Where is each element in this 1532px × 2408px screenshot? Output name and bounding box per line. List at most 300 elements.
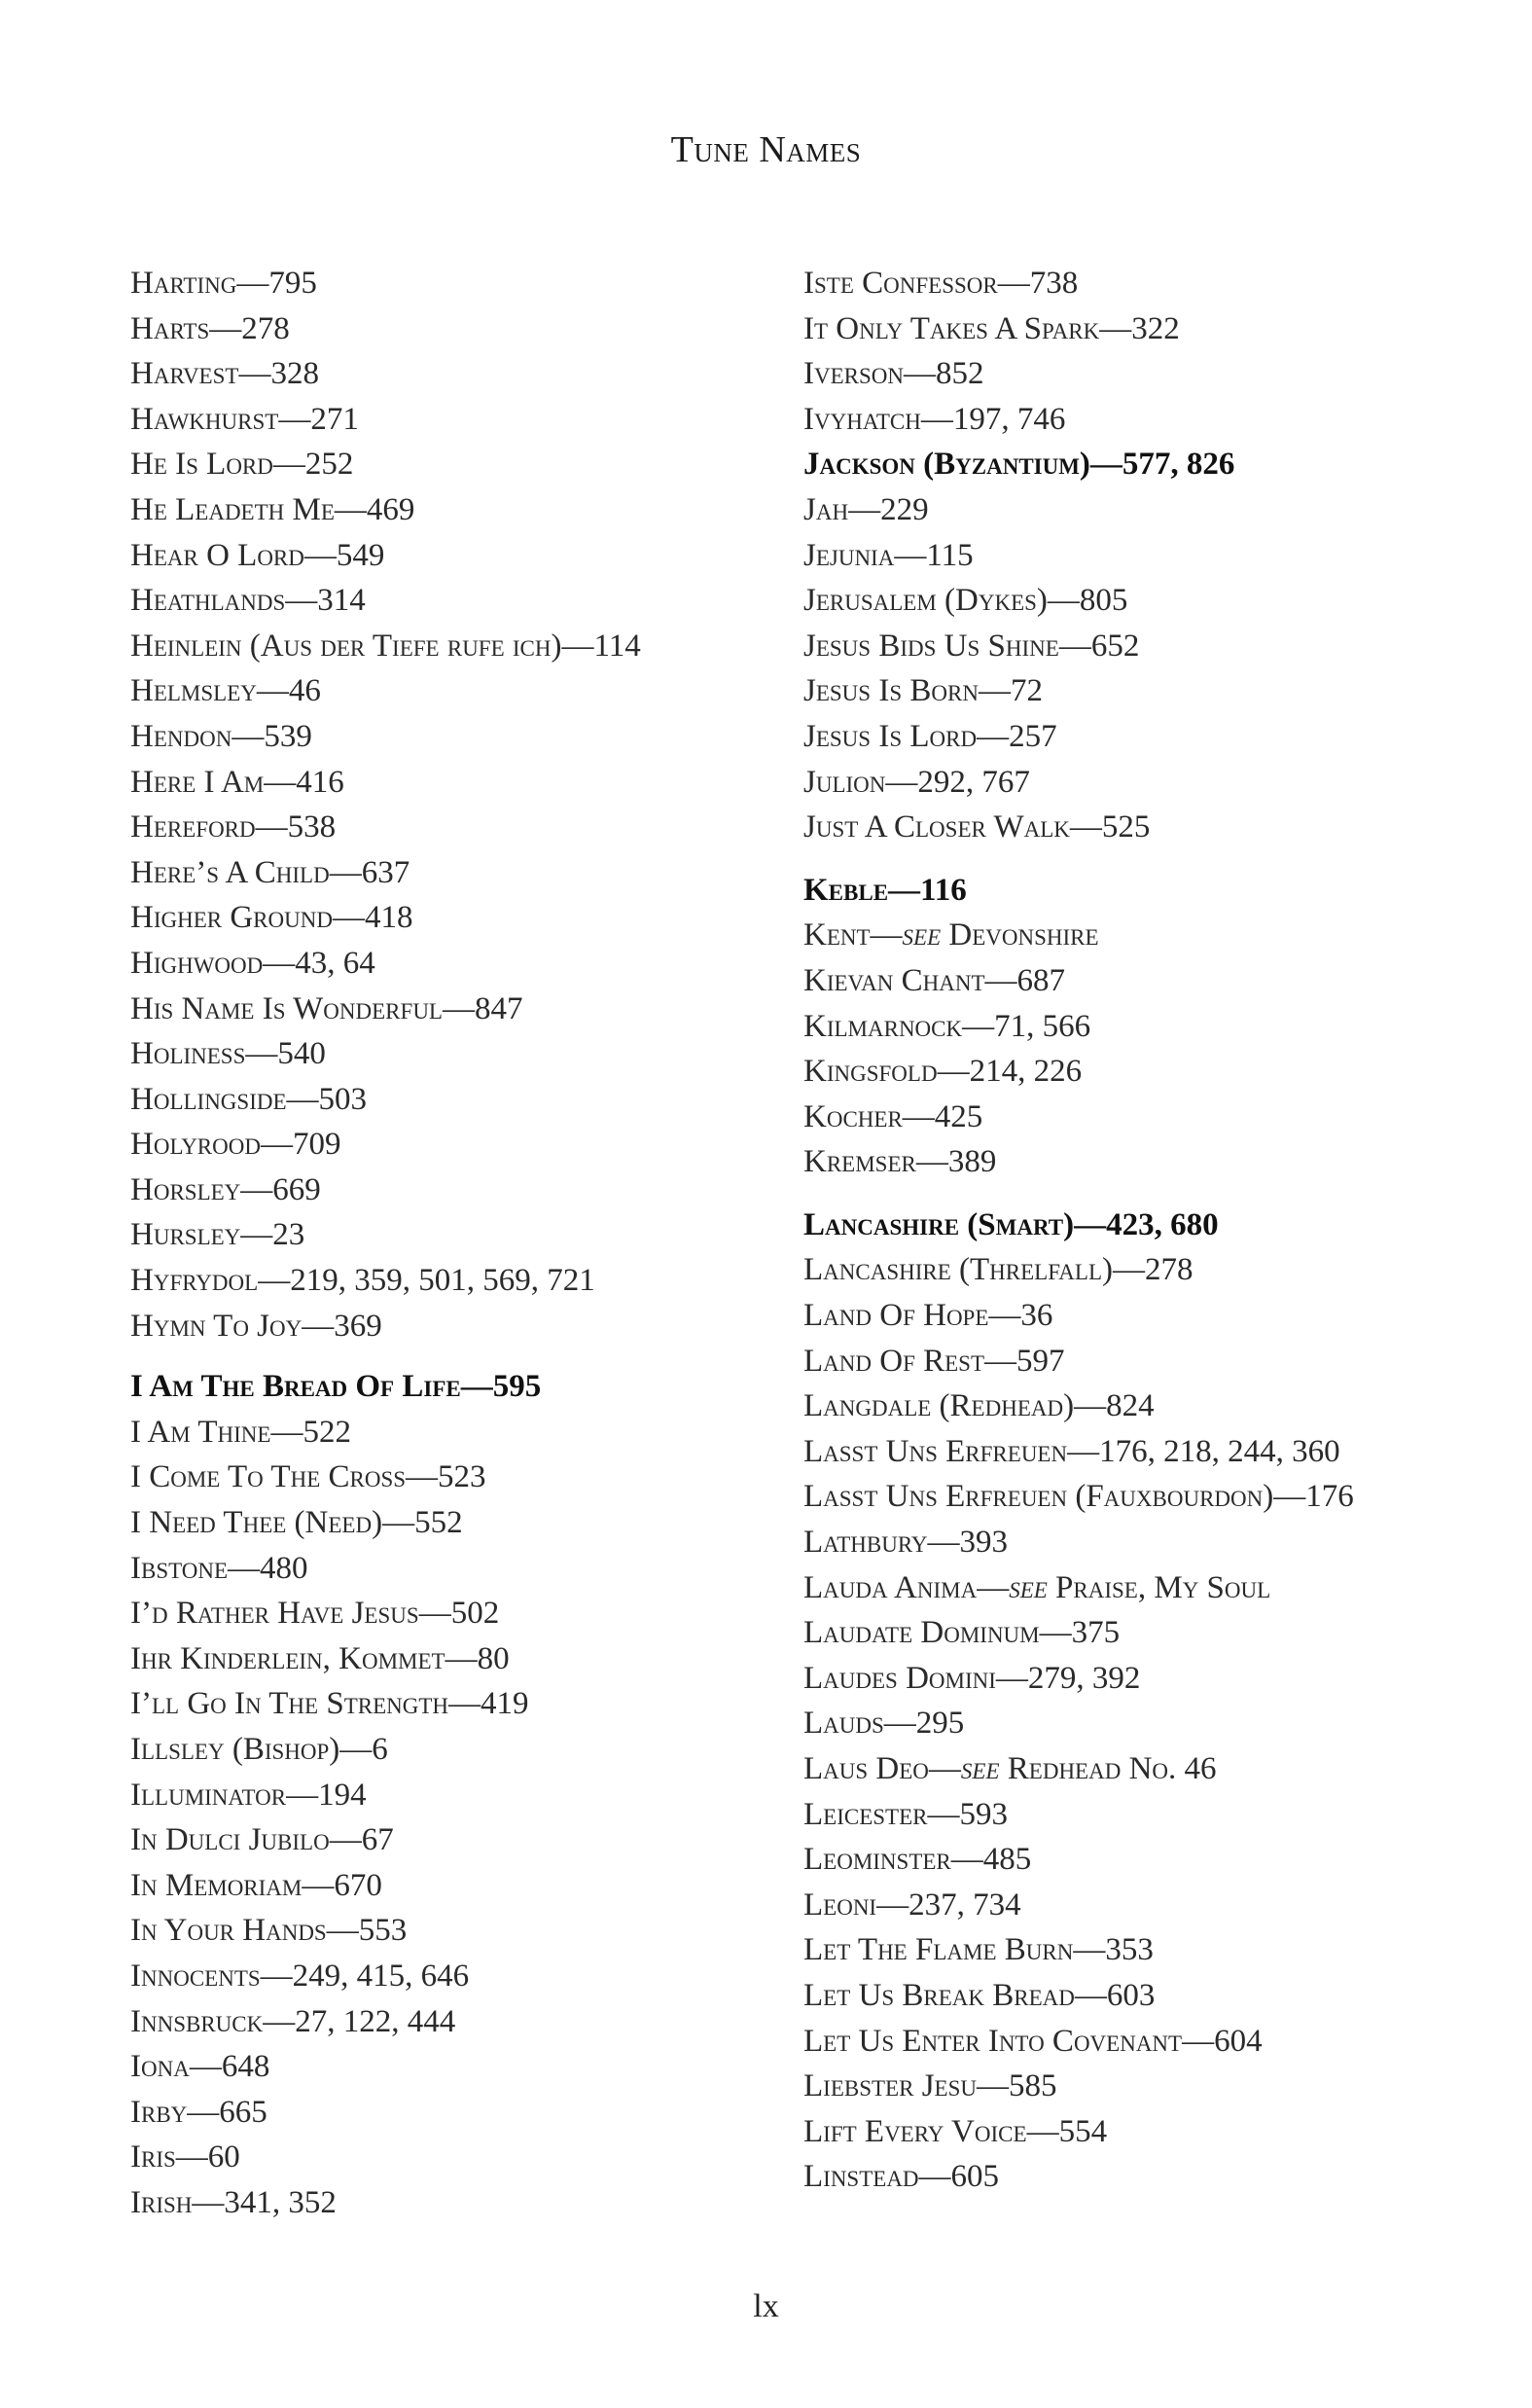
entry-separator: —: [1074, 1206, 1107, 1242]
tune-entry: [130, 805, 753, 850]
hymn-numbers: 805: [1079, 583, 1128, 619]
tune-name: Jesus Is Born: [803, 673, 979, 709]
tune-entry: [803, 487, 1475, 533]
hymn-numbers: 522: [303, 1414, 351, 1450]
tune-entry: [803, 261, 1475, 306]
entry-separator: —: [995, 1660, 1028, 1696]
entry-separator: —: [245, 1036, 278, 1072]
see-reference-label: see: [960, 1751, 1000, 1786]
entry-separator: —: [236, 266, 269, 301]
hymn-numbers: 418: [364, 900, 413, 936]
tune-entry: [803, 2019, 1475, 2065]
hymn-numbers: 314: [317, 583, 366, 619]
hymn-numbers: 577, 826: [1122, 447, 1235, 483]
hymn-numbers: 116: [920, 872, 967, 908]
tune-name: He Is Lord: [130, 447, 273, 483]
hymn-numbers: 328: [270, 356, 319, 392]
entry-separator: —: [189, 2049, 222, 2085]
entry-separator: —: [883, 1706, 916, 1742]
tune-entry: [130, 1591, 753, 1636]
entry-separator: —: [1182, 2023, 1215, 2059]
entry-separator: —: [1039, 1615, 1072, 1651]
entry-separator: —: [915, 1144, 948, 1180]
entry-separator: —: [1058, 628, 1091, 664]
entry-separator: —: [406, 1459, 439, 1495]
hymn-numbers: 419: [481, 1686, 529, 1722]
tune-name: Langdale (Redhead): [803, 1388, 1075, 1424]
hymn-numbers: 219, 359, 501, 569, 721: [290, 1263, 595, 1299]
tune-name: Laudate Dominum: [803, 1615, 1040, 1651]
hymn-numbers: 292, 767: [917, 764, 1030, 800]
tune-name: Irby: [130, 2094, 188, 2130]
tune-entry: [803, 913, 1475, 958]
entry-separator: —: [326, 1913, 359, 1949]
tune-entry: [803, 1429, 1475, 1475]
entry-separator: —: [1113, 1252, 1146, 1288]
hymn-numbers: 525: [1101, 809, 1151, 845]
hymn-numbers: 36: [1020, 1298, 1053, 1334]
tune-entry: [130, 1410, 753, 1456]
tune-entry: [130, 2135, 753, 2180]
entry-separator: —: [894, 537, 927, 573]
tune-name: Just A Closer Walk: [803, 809, 1070, 845]
hymn-numbers: 271: [310, 401, 359, 437]
tune-entry: [803, 1973, 1475, 2019]
tune-name: Hawkhurst: [130, 401, 279, 437]
entry-separator: —: [984, 1343, 1017, 1379]
entry-separator: —: [382, 1505, 415, 1541]
tune-name: Leominster: [803, 1842, 951, 1878]
tune-name: Here’s A Child: [130, 854, 330, 890]
entry-separator: —: [977, 718, 1010, 754]
hymn-numbers: 603: [1106, 1977, 1156, 2013]
hymn-numbers: 709: [292, 1127, 341, 1163]
hymn-numbers: 27, 122, 444: [295, 2003, 456, 2039]
tune-name: He Leadeth Me: [130, 491, 335, 527]
tune-entry: [130, 1817, 753, 1863]
tune-name: Jejunia: [803, 537, 895, 573]
tune-name: Helmsley: [130, 673, 257, 709]
index-letter-group: [803, 868, 1475, 1185]
tune-name: Hendon: [130, 718, 232, 754]
tune-entry: [803, 958, 1475, 1004]
hymn-numbers: 604: [1214, 2023, 1263, 2059]
tune-entry: [130, 1908, 753, 1954]
cross-reference: Devonshire: [948, 917, 1099, 953]
tune-entry: [130, 760, 753, 806]
tune-name: Illuminator: [130, 1777, 287, 1813]
tune-name: Laus Deo: [803, 1751, 929, 1786]
hymn-numbers: 393: [959, 1525, 1009, 1561]
hymn-numbers: 279, 392: [1027, 1660, 1141, 1696]
entry-separator: —: [329, 1822, 362, 1858]
tune-entry: [803, 306, 1475, 352]
tune-name: Lasst Uns Erfreuen (Fauxbourdon): [803, 1479, 1274, 1515]
entry-separator: —: [278, 401, 311, 437]
tune-entry: [803, 1293, 1475, 1339]
entry-separator: —: [1074, 1388, 1107, 1424]
entry-separator: —: [263, 2003, 296, 2039]
tune-entry: [130, 1636, 753, 1682]
tune-name: Leoni: [803, 1887, 877, 1923]
tune-entry: [803, 624, 1475, 669]
hymn-numbers: 416: [296, 764, 344, 800]
hymn-numbers: 252: [304, 447, 354, 483]
tune-name: Hereford: [130, 809, 256, 845]
tune-entry: [130, 487, 753, 533]
hymn-numbers: 648: [221, 2049, 270, 2085]
tune-name: I Need Thee (Need): [130, 1505, 383, 1541]
entry-separator: —: [303, 537, 337, 573]
entry-separator: —: [192, 2184, 225, 2220]
hymn-numbers: 539: [264, 718, 312, 754]
tune-entry: [130, 1168, 753, 1213]
entry-separator: —: [263, 945, 296, 981]
entry-separator: —: [1067, 1433, 1100, 1469]
tune-entry: [803, 714, 1475, 760]
entry-separator: —: [977, 1569, 1010, 1605]
entry-separator: —: [997, 266, 1030, 301]
hymn-numbers: 423, 680: [1106, 1206, 1219, 1242]
hymn-numbers: 237, 734: [909, 1887, 1021, 1923]
tune-entry: [803, 868, 1475, 914]
right-column: [803, 261, 1475, 2200]
tune-entry: [803, 1565, 1475, 1611]
entry-separator: —: [258, 1263, 291, 1299]
entry-separator: —: [848, 491, 881, 527]
entry-separator: —: [918, 2159, 951, 2195]
tune-entry: [130, 1863, 753, 1909]
tune-name: Higher Ground: [130, 900, 333, 936]
tune-name: Here I Am: [130, 764, 265, 800]
tune-entry: [803, 1792, 1475, 1838]
entry-separator: —: [332, 900, 365, 936]
entry-separator: —: [1099, 310, 1132, 346]
hymn-numbers: 375: [1071, 1615, 1121, 1651]
tune-entry: [803, 442, 1475, 487]
hymn-numbers: 687: [1016, 962, 1066, 998]
hymn-numbers: 824: [1106, 1388, 1155, 1424]
hymn-numbers: 552: [414, 1505, 463, 1541]
hymn-numbers: 503: [318, 1081, 368, 1117]
tune-name: Kievan Chant: [803, 962, 985, 998]
tune-entry: [130, 442, 753, 487]
tune-name: Jerusalem (Dykes): [803, 583, 1048, 619]
hymn-numbers: 665: [219, 2094, 267, 2130]
tune-entry: [130, 987, 753, 1032]
entry-separator: —: [1074, 1977, 1107, 2013]
tune-name: Innsbruck: [130, 2003, 264, 2039]
tune-entry: [803, 397, 1475, 443]
tune-name: Let Us Break Bread: [803, 1977, 1075, 2013]
tune-entry: [130, 1364, 753, 1410]
tune-entry: [130, 941, 753, 987]
entry-separator: —: [937, 1054, 970, 1090]
entry-separator: —: [561, 628, 594, 664]
tune-name: Jah: [803, 491, 849, 527]
tune-entry: [130, 895, 753, 941]
tune-entry: [130, 1122, 753, 1168]
entry-separator: —: [1026, 2113, 1059, 2149]
hymn-numbers: 593: [959, 1796, 1008, 1832]
tune-name: Hursley: [130, 1217, 241, 1253]
hymn-numbers: 341, 352: [224, 2184, 337, 2220]
hymn-numbers: 605: [950, 2159, 1000, 2195]
tune-name: Horsley: [130, 1171, 241, 1207]
tune-name: Kocher: [803, 1098, 903, 1134]
hymn-numbers: 549: [336, 537, 385, 573]
entry-separator: —: [260, 1127, 293, 1163]
entry-separator: —: [1069, 809, 1102, 845]
hymn-numbers: 23: [272, 1217, 305, 1253]
tune-entry: [803, 1474, 1475, 1520]
entry-separator: —: [175, 2139, 208, 2175]
tune-entry: [803, 1247, 1475, 1293]
tune-entry: [803, 1701, 1475, 1746]
see-reference-label: see: [902, 917, 942, 953]
tune-name: Hyfrydol: [130, 1263, 259, 1299]
left-column: [130, 261, 753, 2226]
entry-separator: —: [927, 1796, 960, 1832]
entry-separator: —: [1089, 447, 1122, 483]
tune-entry: [130, 2044, 753, 2090]
tune-name: Land Of Hope: [803, 1298, 989, 1334]
entry-separator: —: [285, 583, 318, 619]
entry-separator: —: [920, 401, 953, 437]
tune-entry: [130, 351, 753, 397]
hymn-numbers: 214, 226: [969, 1054, 1083, 1090]
tune-entry: [130, 850, 753, 896]
entry-separator: —: [1047, 583, 1080, 619]
hymn-numbers: 80: [477, 1640, 510, 1676]
tune-entry: [130, 1212, 753, 1258]
tune-entry: [130, 533, 753, 579]
tune-entry: [130, 578, 753, 624]
entry-separator: —: [1073, 1932, 1106, 1968]
entry-separator: —: [988, 1298, 1021, 1334]
tune-name: I Come To The Cross: [130, 1459, 407, 1495]
entry-separator: —: [885, 764, 918, 800]
entry-separator: —: [928, 1751, 961, 1786]
tune-entry: [803, 1520, 1475, 1565]
hymn-numbers: 389: [947, 1144, 997, 1180]
tune-entry: [130, 1954, 753, 1999]
tune-name: Holiness: [130, 1036, 246, 1072]
tune-name: Kilmarnock: [803, 1008, 963, 1044]
entry-separator: —: [264, 764, 297, 800]
entry-separator: —: [950, 1842, 983, 1878]
index-letter-group: [130, 1364, 753, 2225]
tune-entry: [803, 1746, 1475, 1792]
tune-entry: [130, 1546, 753, 1592]
tune-entry: [803, 1927, 1475, 1973]
hymn-numbers: 295: [915, 1706, 965, 1742]
see-reference-label: see: [1009, 1569, 1048, 1605]
hymn-numbers: 229: [880, 491, 929, 527]
tune-name: Land Of Rest: [803, 1343, 985, 1379]
entry-separator: —: [238, 356, 271, 392]
tune-name: Kremser: [803, 1144, 916, 1180]
hymn-numbers: 6: [372, 1732, 388, 1767]
tune-name: Let Us Enter Into Covenant: [803, 2023, 1183, 2059]
hymn-numbers: 197, 746: [952, 401, 1066, 437]
hymn-numbers: 115: [926, 537, 974, 573]
tune-entry: [803, 760, 1475, 806]
tune-entry: [130, 1304, 753, 1349]
entry-separator: —: [228, 1550, 261, 1586]
entry-separator: —: [334, 491, 367, 527]
tune-entry: [130, 1031, 753, 1077]
entry-separator: —: [442, 990, 475, 1026]
entry-separator: —: [448, 1686, 481, 1722]
hymn-numbers: 637: [361, 854, 410, 890]
entry-separator: —: [445, 1640, 478, 1676]
hymn-numbers: 669: [272, 1171, 321, 1207]
hymn-numbers: 176, 218, 244, 360: [1099, 1433, 1340, 1469]
hymn-numbers: 353: [1105, 1932, 1154, 1968]
index-letter-group: [803, 1203, 1475, 2200]
tune-entry: [803, 1837, 1475, 1883]
tune-entry: [130, 306, 753, 352]
entry-separator: —: [978, 673, 1011, 709]
tune-entry: [130, 668, 753, 714]
tune-name: Linstead: [803, 2159, 919, 2195]
tune-entry: [803, 351, 1475, 397]
tune-entry: [803, 533, 1475, 579]
tune-name: Jesus Is Lord: [803, 718, 978, 754]
tune-name: Jesus Bids Us Shine: [803, 628, 1059, 664]
entry-separator: —: [255, 809, 288, 845]
tune-entry: [803, 1656, 1475, 1702]
entry-separator: —: [302, 1308, 335, 1344]
hymn-numbers: 480: [260, 1550, 308, 1586]
tune-entry: [130, 1455, 753, 1500]
tune-name: Julion: [803, 764, 886, 800]
hymn-numbers: 249, 415, 646: [292, 1958, 470, 1994]
tune-name: It Only Takes A Spark: [803, 310, 1100, 346]
tune-name: Lathbury: [803, 1525, 928, 1561]
tune-name: In Dulci Jubilo: [130, 1822, 330, 1858]
tune-entry: [803, 1339, 1475, 1384]
entry-separator: —: [962, 1008, 995, 1044]
cross-reference: Redhead No. 46: [1007, 1751, 1217, 1786]
hymn-numbers: 114: [593, 628, 641, 664]
hymn-numbers: 852: [936, 356, 984, 392]
hymn-numbers: 176: [1305, 1479, 1354, 1515]
tune-name: His Name Is Wonderful: [130, 990, 443, 1026]
hymn-numbers: 540: [277, 1036, 326, 1072]
entry-separator: —: [418, 1596, 451, 1632]
tune-name: Liebster Jesu: [803, 2068, 977, 2104]
entry-separator: —: [888, 872, 921, 908]
tune-name: I Am The Bread Of Life: [130, 1369, 461, 1405]
tune-name: Holyrood: [130, 1127, 261, 1163]
hymn-numbers: 554: [1058, 2113, 1108, 2149]
tune-entry: [803, 1610, 1475, 1656]
tune-entry: [803, 1095, 1475, 1140]
tune-name: I’d Rather Have Jesus: [130, 1596, 419, 1632]
tune-entry: [130, 261, 753, 306]
hymn-numbers: 595: [492, 1369, 542, 1405]
tune-name: Leicester: [803, 1796, 928, 1832]
hymn-numbers: 72: [1010, 673, 1043, 709]
index-letter-group: [803, 261, 1475, 850]
entry-separator: —: [904, 356, 937, 392]
hymn-numbers: 738: [1029, 266, 1079, 301]
entry-separator: —: [927, 1525, 960, 1561]
tune-entry: [130, 397, 753, 443]
tune-name: Hymn To Joy: [130, 1308, 303, 1344]
page-number: lx: [753, 2288, 779, 2324]
hymn-numbers: 523: [438, 1459, 486, 1495]
hymn-numbers: 485: [982, 1842, 1032, 1878]
entry-separator: —: [286, 1081, 319, 1117]
entry-separator: —: [876, 1887, 909, 1923]
entry-separator: —: [339, 1732, 373, 1767]
tune-name: Kingsfold: [803, 1054, 938, 1090]
tune-entry: [803, 1883, 1475, 1928]
entry-separator: —: [240, 1217, 273, 1253]
tune-name: Innocents: [130, 1958, 261, 1994]
tune-entry: [130, 1773, 753, 1818]
entry-separator: —: [460, 1369, 493, 1405]
hymn-numbers: 194: [318, 1777, 367, 1813]
tune-entry: [803, 805, 1475, 850]
tune-name: Irish: [130, 2184, 193, 2220]
tune-name: Jackson (Byzantium): [803, 447, 1090, 483]
tune-name: Harting: [130, 266, 237, 301]
tune-name: Highwood: [130, 945, 264, 981]
hymn-numbers: 369: [334, 1308, 382, 1344]
tune-name: Heathlands: [130, 583, 286, 619]
hymn-numbers: 553: [358, 1913, 408, 1949]
tune-name: Lift Every Voice: [803, 2113, 1027, 2149]
tune-entry: [130, 714, 753, 760]
tune-name: In Memoriam: [130, 1867, 303, 1903]
tune-entry: [130, 1258, 753, 1304]
entry-separator: —: [272, 447, 305, 483]
hymn-numbers: 257: [1009, 718, 1057, 754]
hymn-numbers: 278: [241, 310, 290, 346]
tune-entry: [130, 2090, 753, 2136]
entry-separator: —: [256, 673, 289, 709]
tune-entry: [130, 624, 753, 669]
hymn-numbers: 46: [288, 673, 321, 709]
entry-separator: —: [260, 1958, 293, 1994]
hymn-numbers: 278: [1145, 1252, 1194, 1288]
hymn-numbers: 597: [1016, 1343, 1065, 1379]
tune-name: Harts: [130, 310, 210, 346]
entry-separator: —: [1273, 1479, 1306, 1515]
entry-separator: —: [870, 917, 903, 953]
tune-entry: [803, 2064, 1475, 2109]
tune-name: Hollingside: [130, 1081, 287, 1117]
tune-name: Heinlein (Aus der Tiefe rufe ich): [130, 628, 562, 664]
tune-name: Let The Flame Burn: [803, 1932, 1074, 1968]
hymn-numbers: 502: [450, 1596, 500, 1632]
hymn-numbers: 60: [207, 2139, 240, 2175]
cross-reference: Praise, My Soul: [1055, 1569, 1271, 1605]
hymn-numbers: 67: [361, 1822, 394, 1858]
tune-entry: [130, 2180, 753, 2226]
entry-separator: —: [329, 854, 362, 890]
entry-separator: —: [984, 962, 1017, 998]
hymn-numbers: 425: [934, 1098, 983, 1134]
index-letter-group: [130, 261, 753, 1348]
entry-separator: —: [232, 718, 265, 754]
hymn-numbers: 670: [334, 1867, 382, 1903]
tune-name: Hear O Lord: [130, 537, 304, 573]
